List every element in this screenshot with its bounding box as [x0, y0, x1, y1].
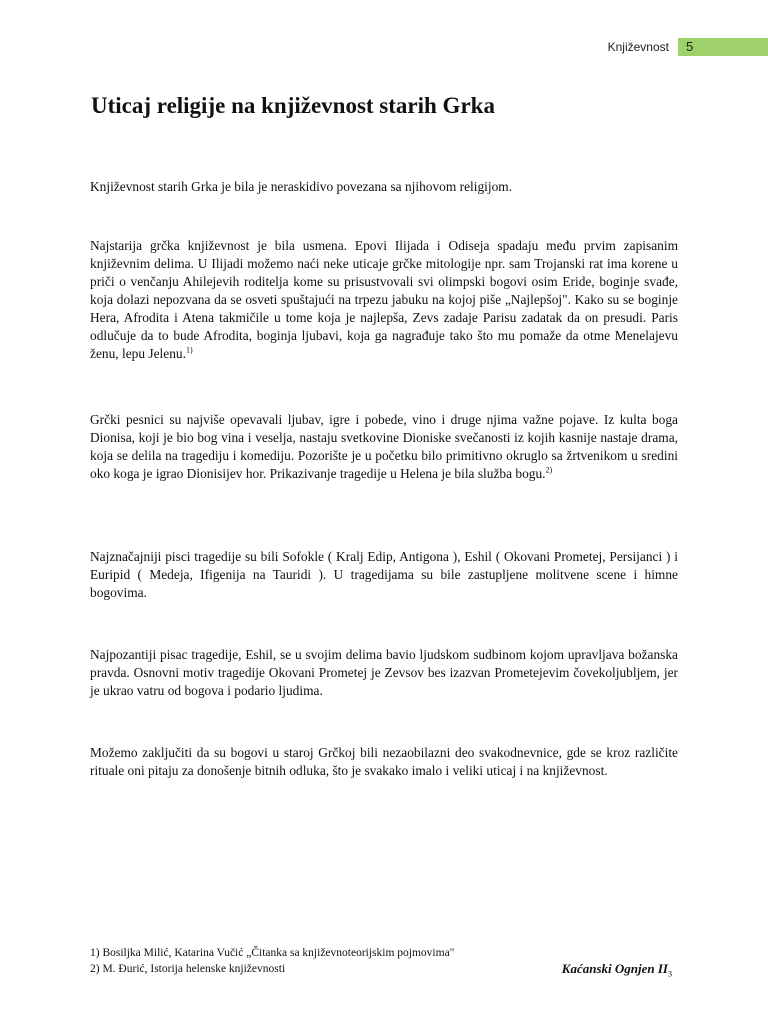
paragraph-tragedians	[90, 548, 678, 602]
paragraph-text: Književnost starih Grka je bila je neraskidivo povezana sa njihovom religijom.	[90, 179, 513, 194]
paragraph-intro	[90, 178, 678, 196]
footnote-1: 1) Bosiljka Milić, Katarina Vučić „Čitanka sa književnoteorijskim pojmovima"	[90, 947, 455, 959]
paragraph-poets-drama	[90, 411, 678, 483]
paragraph-oral-literature	[90, 237, 678, 363]
paragraph-text: Najpozantiji pisac tragedije, Eshil, se u svojim delima bavio ljudskom sudbinom kojom upravljava božanska pravda. Osnovni motiv tragedije Okovani Prometej je Zevsov bes izazvan Prometejevim čovekoljubljem, jer je ukrao vatru od bogova i podario ljudima.	[90, 647, 678, 698]
page-header	[608, 38, 768, 56]
paragraph-text: Grčki pesnici su najviše opevavali ljubav, igre i pobede, vino i druge njima važne pojave. Iz kulta boga Dionisa, koji je bio bog vina i veselja, nastaju svetkovine Dioniske svečanosti iz kojih kasnije nastaje drama, koja se delila na tragediju i komediju. Pozorište je u početku bilo primitivno okruglo sa žrtvenikom u sredini oko koga je igrao Dionisijev hor. Prikazivanje tragedije u Helena je bila služba bogu.	[90, 412, 678, 481]
paragraph-eshil	[90, 646, 678, 700]
footnote-2: 2) M. Đurić, Istorija helenske književnosti	[90, 963, 286, 975]
paragraph-text: Najznačajniji pisci tragedije su bili Sofokle ( Kralj Edip, Antigona ), Eshil ( Okovani Prometej, Persijanci ) i Euripid ( Medeja, Ifigenija na Tauridi ). U tragedijama su bile zastupljene molitvene scene i himne bogovima.	[90, 549, 678, 600]
footnote-ref-2: 2)	[545, 465, 553, 475]
author-signature	[562, 961, 672, 979]
footnote-ref-1: 1)	[185, 345, 193, 355]
paragraph-text: Možemo zaključiti da su bogovi u staroj Grčkoj bili nezaobilazni deo svakodnevnice, gde se kroz različite rituale oni pitaju za donošenje bitnih odluka, što je svakako imalo i veliki uticaj i na književnost.	[90, 745, 678, 778]
author-name: Kaćanski Ognjen II	[561, 961, 668, 976]
author-class: 3	[668, 969, 672, 979]
page-number: 5	[678, 38, 768, 56]
paragraph-conclusion	[90, 744, 678, 780]
document-title: Uticaj religije na književnost starih Grka	[91, 93, 495, 118]
footnotes	[90, 945, 454, 977]
header-section-title: Književnost	[607, 40, 669, 54]
paragraph-text: Najstarija grčka književnost je bila usmena. Epovi Ilijada i Odiseja spadaju među prvim zapisanim književnim delima. U Ilijadi možemo naći neke uticaje grčke mitologije npr. sam Trojanski rat ima korene u priči o venčanju Ahilejevih roditelja kome su prisustvovali svi olimpski bogovi osim Eride, boginje svađe, koja dolazi nepozvana da se osveti spuštajući na trpezu jabuku na kojoj piše „Najlepšoj". Kako su se boginje Hera, Afrodita i Atena takmičile u tome koja je najlepša, Zevs zadaje Parisu zadatak da on presudi. Paris odlučuje da to bude Afrodita, boginja ljubavi, koja ga nagrađuje tako što mu pomaže da otme Menelajevu ženu, lepu Jelenu.	[90, 238, 678, 361]
